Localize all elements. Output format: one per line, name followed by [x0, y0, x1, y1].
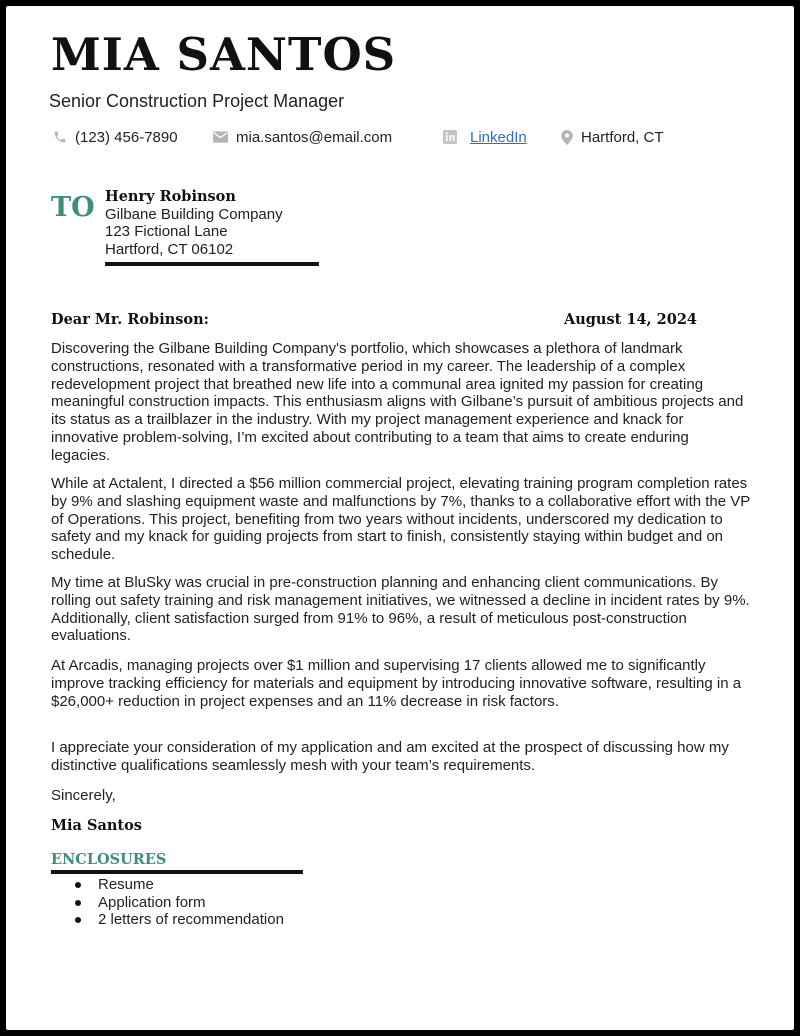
closing: Sincerely,: [51, 787, 116, 804]
recipient-company: Gilbane Building Company: [105, 205, 283, 223]
location-text: Hartford, CT: [581, 128, 664, 146]
list-item: 2 letters of recommendation: [51, 911, 284, 929]
enclosures-heading: ENCLOSURES: [51, 851, 167, 868]
recipient-name: Henry Robinson: [105, 188, 236, 205]
envelope-icon: [213, 131, 228, 143]
enclosures-divider: [51, 870, 303, 874]
contact-email: [213, 127, 392, 147]
phone-icon: [53, 130, 67, 144]
phone-number: (123) 456-7890: [75, 128, 178, 146]
list-item: Resume: [51, 876, 284, 894]
list-item: Application form: [51, 894, 284, 912]
body-paragraph-4: At Arcadis, managing projects over $1 million and supervising 17 clients allowed me to significantly improve tracking efficiency for materials and equipment by introducing innovative software, resulting in a $26,000+ reduction in project expenses and an 11% decrease in risk factors.: [51, 657, 742, 710]
recipient-city: Hartford, CT 06102: [105, 240, 234, 258]
linkedin-link[interactable]: LinkedIn: [470, 128, 527, 146]
salutation: Dear Mr. Robinson:: [51, 311, 209, 328]
enclosures-list: [51, 876, 284, 929]
body-paragraph-2: While at Actalent, I directed a $56 million commercial project, elevating training program completion rates by 9% and slashing equipment waste and malfunctions by 7%, thanks to a collaborative effort with the VP of Operations. This project, benefiting from two years without incidents, underscored my dedication to safety and my knack for guiding projects from start to finish, consistently staying within budget and on schedule.: [51, 475, 751, 564]
signature-name: Mia Santos: [51, 817, 142, 834]
email-address[interactable]: mia.santos@email.com: [236, 128, 393, 146]
location-pin-icon: [561, 130, 573, 145]
to-label: TO: [51, 192, 95, 223]
recipient-block: [105, 188, 283, 258]
linkedin-icon: [443, 130, 457, 144]
applicant-name: MIA SANTOS: [51, 28, 397, 81]
contact-location: [561, 127, 664, 147]
body-paragraph-3: My time at BluSky was crucial in pre-construction planning and enhancing client communications. By rolling out safety training and risk management initiatives, we witnessed a decline in incident rates by 9%. Additionally, client satisfaction surged from 91% to 96%, a result of meticulous post-construction evaluations.: [51, 574, 750, 645]
cover-letter-page: [6, 6, 794, 1030]
recipient-street: 123 Fictional Lane: [105, 223, 228, 240]
contact-phone: [53, 127, 178, 147]
recipient-divider: [105, 262, 319, 266]
body-paragraph-1: Discovering the Gilbane Building Company's portfolio, which showcases a plethora of landmark constructions, resonated with a transformative period in my career. The leadership of a complex redevelopment project that breathed new life into a communal area ignited my passion for creating meaningful construction impacts. This enthusiasm aligns with Gilbane’s pursuit of ambitious projects and its status as a trailblazer in the industry. With my project management experience and knack for innovative problem-solving, I’m excited about contributing to a team that aims to create enduring legacies.: [51, 340, 744, 464]
letter-date: August 14, 2024: [564, 311, 698, 328]
applicant-title: Senior Construction Project Manager: [49, 91, 345, 111]
contact-linkedin: [443, 127, 527, 147]
body-paragraph-5: I appreciate your consideration of my application and am excited at the prospect of discussing how my distinctive qualifications seamlessly mesh with your team’s requirements.: [51, 739, 729, 774]
